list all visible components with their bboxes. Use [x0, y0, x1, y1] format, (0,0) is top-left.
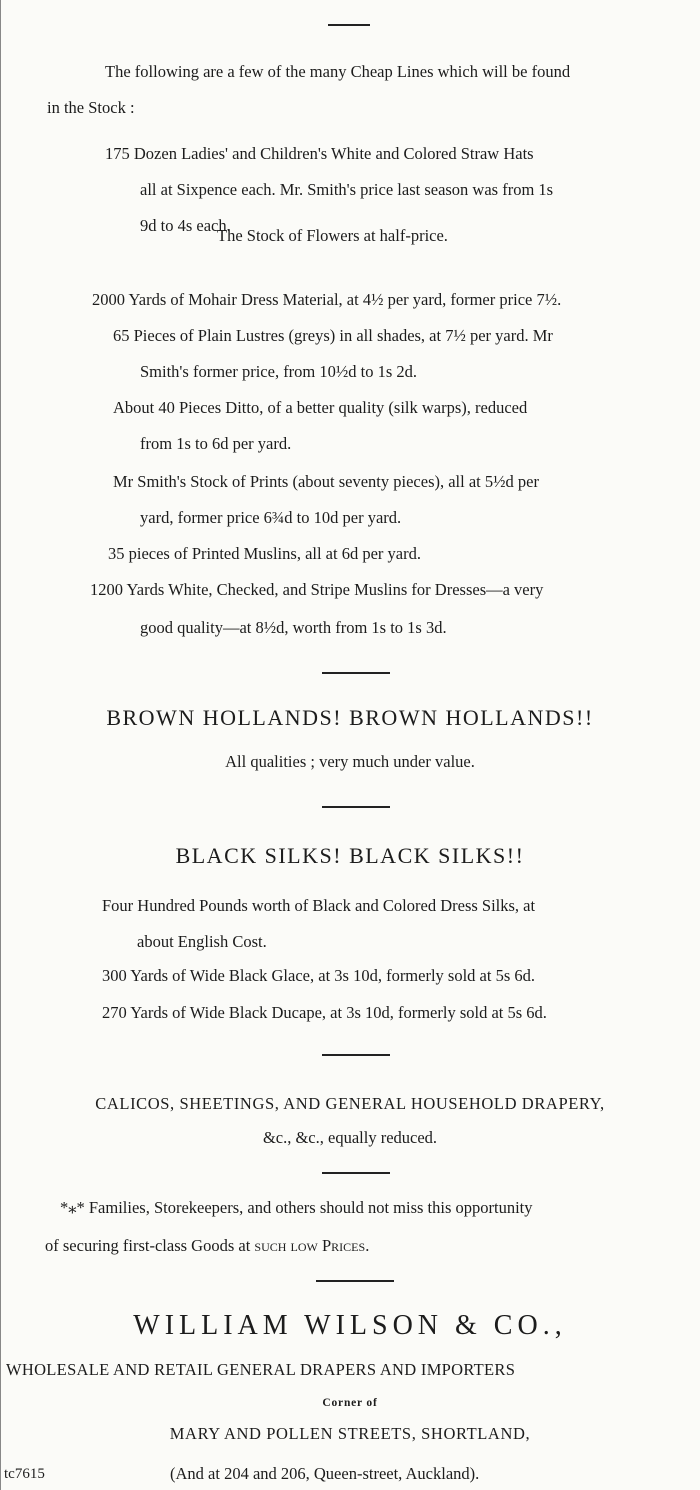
lustres-line-1: 65 Pieces of Plain Lustres (greys) in all shades, at 7½ per yard. Mr	[113, 326, 553, 345]
silks-heading: BLACK SILKS! BLACK SILKS!!	[175, 843, 525, 868]
divider-rule	[328, 24, 370, 26]
straw-hats-line-2: all at Sixpence each. Mr. Smith's price last season was from 1s	[140, 180, 554, 199]
divider-rule	[322, 806, 390, 808]
notice-period: .	[365, 1236, 370, 1255]
straw-hats-line-1: 175 Dozen Ladies' and Children's White and Colored Straw Hats	[105, 144, 534, 163]
notice-text-2: of securing first-class Goods at	[45, 1236, 251, 1255]
divider-rule	[322, 672, 390, 674]
flowers-line: The Stock of Flowers at half-price.	[217, 226, 448, 245]
glace-line: 300 Yards of Wide Black Glace, at 3s 10d, formerly sold at 5s 6d.	[102, 966, 536, 985]
firm-address: MARY AND POLLEN STREETS, SHORTLAND,	[169, 1424, 531, 1443]
notice-line-1	[60, 1198, 533, 1218]
ditto-line-1: About 40 Pieces Ditto, of a better quality (silk warps), reduced	[113, 398, 528, 417]
household-subline: &c., &c., equally reduced.	[262, 1128, 438, 1147]
mohair-line: 2000 Yards of Mohair Dress Material, at 4½ per yard, former price 7½.	[92, 290, 562, 309]
asterism: *⁎*	[60, 1198, 85, 1217]
firm-name: WILLIAM WILSON & CO.,	[133, 1310, 567, 1341]
household-heading: CALICOS, SHEETINGS, AND GENERAL HOUSEHOLD DRAPERY,	[95, 1094, 605, 1113]
hollands-subline: All qualities ; very much under value.	[225, 752, 475, 771]
silks-line-2: about English Cost.	[137, 932, 267, 951]
printed-muslins-line: 35 pieces of Printed Muslins, all at 6d per yard.	[108, 544, 421, 563]
prints-line-2: yard, former price 6¾d to 10d per yard.	[140, 508, 402, 527]
muslins-line-1: 1200 Yards White, Checked, and Stripe Muslins for Dresses—a very	[90, 580, 544, 599]
notice-text-1: Families, Storekeepers, and others should not miss this opportunity	[88, 1198, 533, 1217]
ad-code: tc7615	[4, 1466, 45, 1482]
prints-line-1: Mr Smith's Stock of Prints (about seventy pieces), all at 5½d per	[113, 472, 539, 491]
divider-rule	[322, 1054, 390, 1056]
column-edge-line	[0, 0, 1, 1490]
muslins-line-2: good quality—at 8½d, worth from 1s to 1s 3d.	[140, 618, 447, 637]
firm-trade: WHOLESALE AND RETAIL GENERAL DRAPERS AND IMPORTERS	[6, 1360, 516, 1379]
branch-address: (And at 204 and 206, Queen-street, Auckland).	[170, 1464, 480, 1483]
silks-line-1: Four Hundred Pounds worth of Black and Colored Dress Silks, at	[102, 896, 536, 915]
divider-rule	[316, 1280, 394, 1282]
intro-line-1: The following are a few of the many Cheap Lines which will be found	[105, 62, 571, 81]
notice-line-2	[45, 1236, 369, 1256]
divider-rule	[322, 1172, 390, 1174]
hollands-heading: BROWN HOLLANDS! BROWN HOLLANDS!!	[106, 705, 594, 730]
intro-line-2: in the Stock :	[47, 98, 135, 117]
ditto-line-2: from 1s to 6d per yard.	[140, 434, 292, 453]
straw-hats-line-3: 9d to 4s each.	[140, 216, 231, 235]
ducape-line: 270 Yards of Wide Black Ducape, at 3s 10d, formerly sold at 5s 6d.	[102, 1003, 547, 1022]
notice-emphasis: such low Prices	[254, 1236, 366, 1255]
lustres-line-2: Smith's former price, from 10½d to 1s 2d.	[140, 362, 418, 381]
corner-of: Corner of	[322, 1397, 378, 1409]
